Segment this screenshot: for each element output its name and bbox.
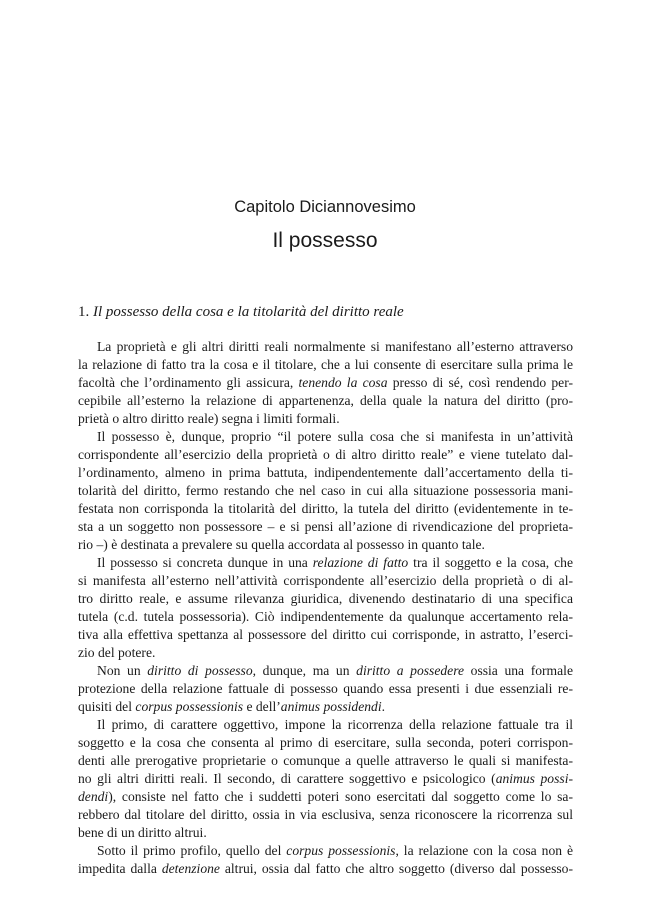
text-segment: Sotto il primo profilo, quello del	[97, 843, 287, 858]
text-line	[78, 734, 573, 752]
text-segment: altrui, ossia dal fatto che altro soggetto (diverso dal possesso-	[219, 861, 573, 876]
text-segment: festata non corrisponda la titolarità del diritto, la tutela del diritto (evidentemente in te-	[78, 501, 573, 516]
text-segment: Non un	[97, 663, 148, 678]
text-segment: tiva alla effettiva spettanza al possessore del diritto cui corrisponde, in astratto, l’eserci-	[78, 627, 573, 642]
text-segment: bene di un diritto altrui.	[78, 825, 207, 840]
section-heading	[78, 302, 578, 322]
italic-text: animus possi-	[495, 771, 573, 786]
text-line	[78, 446, 573, 464]
italic-text: dendi	[78, 789, 109, 804]
text-line	[78, 626, 573, 644]
text-segment: tutela (c.d. tutela possessoria). Ciò indipendentemente da qualunque accertamento rela-	[78, 609, 573, 624]
italic-text: corpus possessionis	[135, 699, 244, 714]
text-line	[78, 464, 573, 482]
text-segment: cepibile all’esterno la relazione di appartenenza, della quale la natura del diritto (pro-	[78, 393, 573, 408]
text-segment: rio –) è destinata a prevalere su quella accordata al possesso in quanto tale.	[78, 537, 485, 552]
text-line	[78, 500, 573, 518]
text-line	[78, 590, 573, 608]
text-segment: e dell’	[243, 699, 281, 714]
text-segment: sta a un soggetto non possessore – e si pensi all’azione di rivendicazione del proprieta-	[78, 519, 573, 534]
text-line	[78, 680, 573, 698]
italic-text: detenzione	[161, 861, 220, 876]
text-line	[78, 608, 573, 626]
text-segment: tra il soggetto e la cosa, che	[408, 555, 573, 570]
italic-text: diritto a possedere	[356, 663, 465, 678]
text-segment: quisiti del	[78, 699, 136, 714]
text-segment: prietà o altro diritto reale) segna i limiti formali.	[78, 411, 340, 426]
italic-text: tenendo la cosa	[298, 375, 388, 390]
text-line	[78, 536, 573, 554]
text-line	[78, 860, 573, 878]
text-line	[78, 572, 573, 590]
section-title: Il possesso della cosa e la titolarità del diritto reale	[93, 304, 404, 320]
text-segment: denti alle prerogative proprietarie o comunque a quelle attraverso le quali si manifesta-	[78, 753, 573, 768]
text-line	[97, 662, 573, 680]
text-line	[78, 824, 573, 842]
text-segment: impedita dalla	[78, 861, 162, 876]
text-line	[78, 518, 573, 536]
text-line	[78, 770, 573, 788]
text-segment: Il possesso si concreta dunque in una	[97, 555, 313, 570]
text-line	[97, 554, 573, 572]
text-segment: , dunque, ma un	[252, 663, 357, 678]
text-segment: La proprietà e gli altri diritti reali normalmente si manifestano all’esterno attraverso	[97, 339, 573, 354]
italic-text: corpus possessionis	[286, 843, 396, 858]
text-line	[78, 392, 573, 410]
text-line	[78, 374, 573, 392]
text-segment: no gli altri diritti reali. Il secondo, di carattere soggettivo e psicologico (	[78, 771, 496, 786]
text-segment: , la relazione con la cosa non è	[395, 843, 574, 858]
text-segment: l’ordinamento, almeno in prima battuta, indipendentemente dall’accertamento della ti-	[78, 465, 573, 480]
text-segment: si manifesta all’esterno nell’attività corrispondente all’esercizio della proprietà o di al-	[78, 573, 573, 588]
text-line	[78, 752, 573, 770]
italic-text: animus possidendi	[280, 699, 382, 714]
text-line	[78, 482, 573, 500]
text-segment: presso di sé, così rendendo per-	[387, 375, 573, 390]
text-segment: ossia una formale	[464, 663, 573, 678]
text-segment: tolarità del diritto, fermo restando che nel caso in cui alla situazione possessoria mani-	[78, 483, 573, 498]
text-segment: protezione della relazione fattuale di possesso quando essa presenti i due essenziali re-	[78, 681, 573, 696]
chapter-label: Capitolo Diciannovesimo	[234, 198, 416, 216]
text-line	[97, 716, 573, 734]
italic-text: relazione di fatto	[312, 555, 409, 570]
text-segment: ), consiste nel fatto che i suddetti poteri sono esercitati dal soggetto come lo sa-	[108, 789, 573, 804]
italic-text: diritto di possesso	[147, 663, 253, 678]
text-segment: tro diritto reale, e assume rilevanza giuridica, divenendo destinatario di una specifica	[78, 591, 573, 606]
text-segment: .	[381, 699, 386, 714]
text-segment: facoltà che l’ordinamento gli assicura,	[78, 375, 299, 390]
text-line	[78, 698, 573, 716]
text-line	[97, 842, 573, 860]
text-segment: soggetto e la cosa che consenta al primo di esercitare, sulla seconda, poteri corrispon-	[78, 735, 573, 750]
text-line	[78, 644, 573, 662]
text-line	[78, 356, 573, 374]
text-segment: la relazione di fatto tra la cosa e il titolare, che a lui consente di esercitare sulla prima le	[78, 357, 573, 372]
text-segment: corrispondente all’esercizio della proprietà o di altro diritto reale” e viene tutelato dal-	[78, 447, 573, 462]
text-segment: rebbero dal titolare del diritto, ossia in via esclusiva, senza riconoscere la ricorrenza sul	[78, 807, 573, 822]
text-line	[78, 410, 573, 428]
text-segment: Il possesso è, dunque, proprio “il potere sulla cosa che si manifesta in un’attività	[97, 429, 573, 444]
text-line	[78, 788, 573, 806]
text-segment: zio del potere.	[78, 645, 156, 660]
section-number: 1.	[78, 304, 90, 320]
text-line	[78, 806, 573, 824]
text-line	[97, 428, 573, 446]
text-segment: Il primo, di carattere oggettivo, impone la ricorrenza della relazione fattuale tra il	[97, 717, 573, 732]
chapter-title: Il possesso	[272, 229, 378, 252]
text-line	[97, 338, 573, 356]
